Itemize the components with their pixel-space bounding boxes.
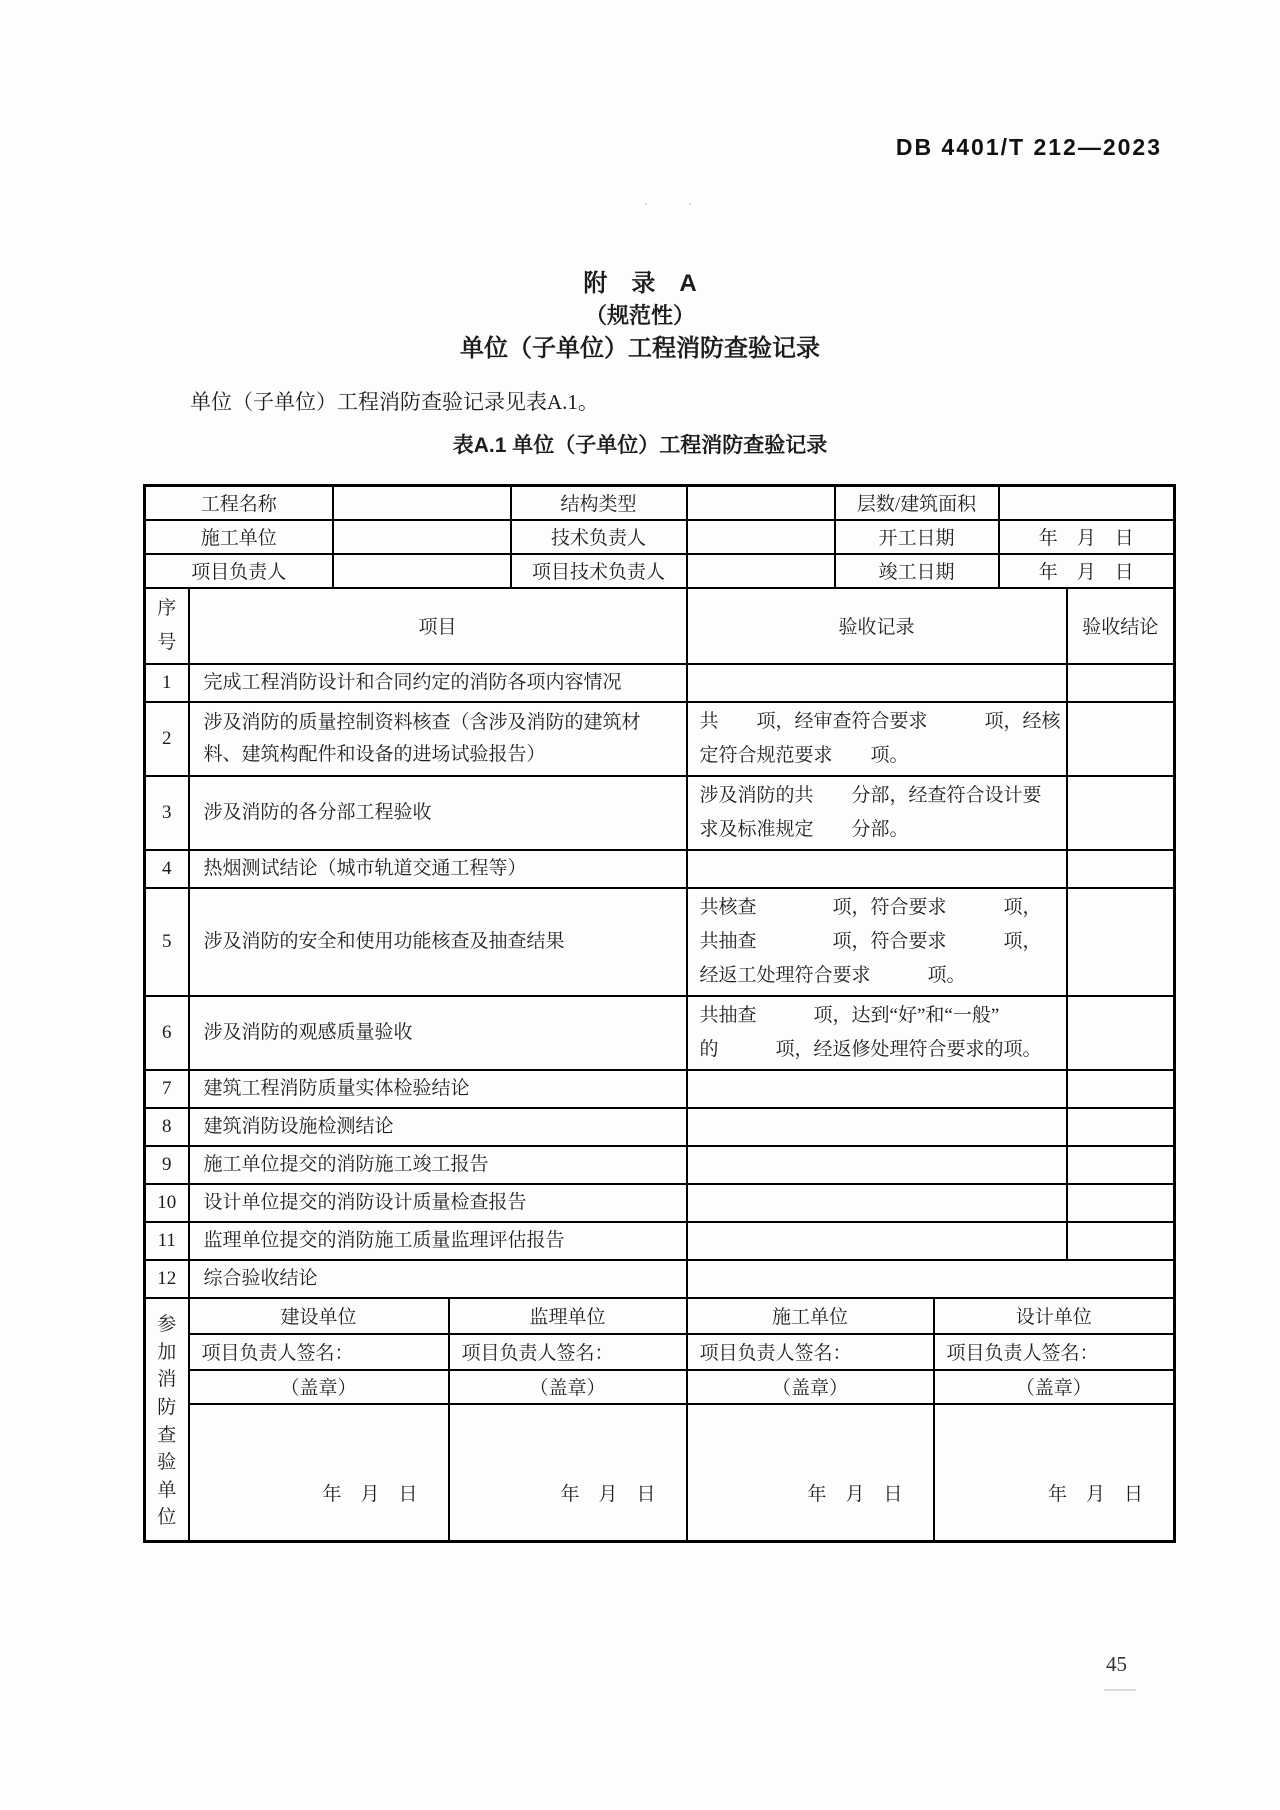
record-cell-empty bbox=[687, 1146, 1067, 1184]
info-value-date: 年 月 日 bbox=[999, 520, 1175, 554]
conclusion-cell bbox=[1067, 1184, 1175, 1222]
side-char: 单 bbox=[157, 1479, 177, 1501]
checklist-row bbox=[145, 1222, 1175, 1260]
info-label-completion-date: 竣工日期 bbox=[835, 554, 999, 588]
row-number: 12 bbox=[145, 1260, 189, 1298]
info-row bbox=[145, 520, 1175, 554]
info-row bbox=[145, 554, 1175, 588]
date-placeholder: 年 月 日 bbox=[449, 1404, 687, 1542]
col-header-item: 项目 bbox=[189, 588, 687, 664]
sign-label: 项目负责人签名： bbox=[934, 1334, 1175, 1370]
checklist-row bbox=[145, 702, 1175, 776]
record-cell bbox=[687, 996, 1067, 1070]
info-value-date: 年 月 日 bbox=[999, 554, 1175, 588]
col-header-seq-char: 号 bbox=[157, 631, 177, 653]
record-line: 求及标准规定 分部。 bbox=[699, 818, 909, 840]
fire-inspection-record-table bbox=[143, 484, 1176, 1543]
item-text: 热烟测试结论（城市轨道交通工程等） bbox=[189, 850, 687, 888]
col-header-conclusion: 验收结论 bbox=[1067, 588, 1175, 664]
conclusion-cell bbox=[1067, 1108, 1175, 1146]
sign-label: 项目负责人签名： bbox=[687, 1334, 934, 1370]
conclusion-cell bbox=[1067, 664, 1175, 702]
item-text: 建筑消防设施检测结论 bbox=[189, 1108, 687, 1146]
signoff-seal-row bbox=[145, 1370, 1175, 1404]
appendix-title: 附 录 A bbox=[583, 270, 697, 297]
record-cell-empty bbox=[687, 1108, 1067, 1146]
sign-label: 项目负责人签名： bbox=[189, 1334, 449, 1370]
row-number: 8 bbox=[145, 1108, 189, 1146]
info-label-construction-unit: 施工单位 bbox=[145, 520, 333, 554]
record-cell-empty bbox=[687, 664, 1067, 702]
info-label-start-date: 开工日期 bbox=[835, 520, 999, 554]
intro-paragraph: 单位（子单位）工程消防查验记录见表A.1。 bbox=[190, 390, 599, 414]
checklist-row bbox=[145, 1146, 1175, 1184]
scan-artifact-dots: · · bbox=[644, 196, 710, 211]
seal-label: （盖章） bbox=[687, 1370, 934, 1404]
record-line: 涉及消防的共 分部，经查符合设计要 bbox=[699, 784, 1042, 806]
info-value-blank bbox=[333, 554, 511, 588]
item-text: 施工单位提交的消防施工竣工报告 bbox=[189, 1146, 687, 1184]
checklist-row bbox=[145, 776, 1175, 850]
record-line: 共抽查 项，符合要求 项， bbox=[699, 930, 1042, 952]
item-text: 涉及消防的质量控制资料核查（含涉及消防的建筑材料、建筑构配件和设备的进场试验报告） bbox=[189, 702, 687, 776]
checklist-row bbox=[145, 996, 1175, 1070]
info-value-blank bbox=[687, 486, 835, 520]
record-line: 定符合规范要求 项。 bbox=[699, 744, 909, 766]
row-number: 2 bbox=[145, 702, 189, 776]
info-label-project-director: 项目负责人 bbox=[145, 554, 333, 588]
seal-label: （盖章） bbox=[449, 1370, 687, 1404]
record-cell-empty bbox=[687, 850, 1067, 888]
record-cell-empty bbox=[687, 1070, 1067, 1108]
item-text: 完成工程消防设计和合同约定的消防各项内容情况 bbox=[189, 664, 687, 702]
side-char: 防 bbox=[157, 1396, 177, 1418]
record-cell-merged-empty bbox=[687, 1260, 1175, 1298]
side-char: 位 bbox=[157, 1507, 177, 1529]
record-cell bbox=[687, 888, 1067, 996]
checklist-row bbox=[145, 1108, 1175, 1146]
side-char: 参 bbox=[157, 1314, 177, 1336]
info-value-blank bbox=[333, 486, 511, 520]
signoff-org-row bbox=[145, 1298, 1175, 1334]
conclusion-cell bbox=[1067, 1070, 1175, 1108]
date-placeholder: 年 月 日 bbox=[189, 1404, 449, 1542]
conclusion-cell bbox=[1067, 850, 1175, 888]
side-char: 验 bbox=[157, 1452, 177, 1474]
info-label-technical-director: 技术负责人 bbox=[511, 520, 687, 554]
table-caption: 表A.1 单位（子单位）工程消防查验记录 bbox=[452, 434, 828, 457]
record-line: 共抽查 项，达到“好”和“一般” bbox=[699, 1004, 1000, 1026]
side-char: 加 bbox=[157, 1341, 177, 1363]
checklist-row bbox=[145, 1260, 1175, 1298]
seal-label: （盖章） bbox=[189, 1370, 449, 1404]
checklist-row bbox=[145, 664, 1175, 702]
checklist-row bbox=[145, 1070, 1175, 1108]
record-line: 共 项，经审查符合要求 项，经核 bbox=[699, 710, 1061, 732]
col-header-seq-char: 序 bbox=[157, 597, 177, 619]
info-label-floors-area: 层数/建筑面积 bbox=[835, 486, 999, 520]
col-header-record: 验收记录 bbox=[687, 588, 1067, 664]
appendix-normative-label: （规范性） bbox=[584, 303, 695, 328]
side-char: 消 bbox=[157, 1369, 177, 1391]
date-placeholder: 年 月 日 bbox=[934, 1404, 1175, 1542]
conclusion-cell bbox=[1067, 776, 1175, 850]
row-number: 10 bbox=[145, 1184, 189, 1222]
row-number: 9 bbox=[145, 1146, 189, 1184]
seal-label: （盖章） bbox=[934, 1370, 1175, 1404]
checklist-row bbox=[145, 850, 1175, 888]
record-line: 经返工处理符合要求 项。 bbox=[699, 964, 966, 986]
org-header-design: 设计单位 bbox=[934, 1298, 1175, 1334]
org-header-construction: 施工单位 bbox=[687, 1298, 934, 1334]
info-value-blank bbox=[687, 554, 835, 588]
row-number: 7 bbox=[145, 1070, 189, 1108]
side-char: 查 bbox=[157, 1424, 177, 1446]
record-cell bbox=[687, 776, 1067, 850]
info-value-blank bbox=[687, 520, 835, 554]
conclusion-cell bbox=[1067, 996, 1175, 1070]
conclusion-cell bbox=[1067, 702, 1175, 776]
doc-code: DB 4401/T 212—2023 bbox=[895, 134, 1162, 160]
item-text: 涉及消防的安全和使用功能核查及抽查结果 bbox=[189, 888, 687, 996]
info-row bbox=[145, 486, 1175, 520]
item-text: 设计单位提交的消防设计质量检查报告 bbox=[189, 1184, 687, 1222]
checklist-row bbox=[145, 1184, 1175, 1222]
record-line: 的 项，经返修处理符合要求的项。 bbox=[699, 1038, 1042, 1060]
checklist-header-row bbox=[145, 588, 1175, 664]
info-label-project-name: 工程名称 bbox=[145, 486, 333, 520]
row-number: 5 bbox=[145, 888, 189, 996]
signoff-side-label-chars bbox=[146, 1301, 188, 1537]
item-text: 涉及消防的观感质量验收 bbox=[189, 996, 687, 1070]
row-number: 1 bbox=[145, 664, 189, 702]
page-number: 45 bbox=[1106, 1652, 1127, 1676]
scan-artifact-line bbox=[1104, 1689, 1136, 1691]
sign-label: 项目负责人签名： bbox=[449, 1334, 687, 1370]
conclusion-cell bbox=[1067, 888, 1175, 996]
conclusion-cell bbox=[1067, 1146, 1175, 1184]
row-number: 6 bbox=[145, 996, 189, 1070]
org-header-supervision: 监理单位 bbox=[449, 1298, 687, 1334]
row-number: 4 bbox=[145, 850, 189, 888]
row-number: 3 bbox=[145, 776, 189, 850]
item-text: 涉及消防的各分部工程验收 bbox=[189, 776, 687, 850]
item-text: 综合验收结论 bbox=[189, 1260, 687, 1298]
signoff-sign-row bbox=[145, 1334, 1175, 1370]
date-placeholder: 年 月 日 bbox=[687, 1404, 934, 1542]
signoff-side-label bbox=[145, 1298, 189, 1542]
signoff-date-row bbox=[145, 1404, 1175, 1542]
item-text: 建筑工程消防质量实体检验结论 bbox=[189, 1070, 687, 1108]
info-label-project-tech-director: 项目技术负责人 bbox=[511, 554, 687, 588]
info-value-blank bbox=[333, 520, 511, 554]
conclusion-cell bbox=[1067, 1222, 1175, 1260]
col-header-seq bbox=[145, 588, 189, 664]
row-number: 11 bbox=[145, 1222, 189, 1260]
org-header-construction-owner: 建设单位 bbox=[189, 1298, 449, 1334]
record-cell-empty bbox=[687, 1222, 1067, 1260]
item-text: 监理单位提交的消防施工质量监理评估报告 bbox=[189, 1222, 687, 1260]
record-line: 共核查 项，符合要求 项， bbox=[699, 896, 1042, 918]
appendix-subtitle: 单位（子单位）工程消防查验记录 bbox=[460, 335, 820, 362]
record-cell-empty bbox=[687, 1184, 1067, 1222]
info-value-blank bbox=[999, 486, 1175, 520]
info-label-structure-type: 结构类型 bbox=[511, 486, 687, 520]
checklist-row bbox=[145, 888, 1175, 996]
record-cell bbox=[687, 702, 1067, 776]
